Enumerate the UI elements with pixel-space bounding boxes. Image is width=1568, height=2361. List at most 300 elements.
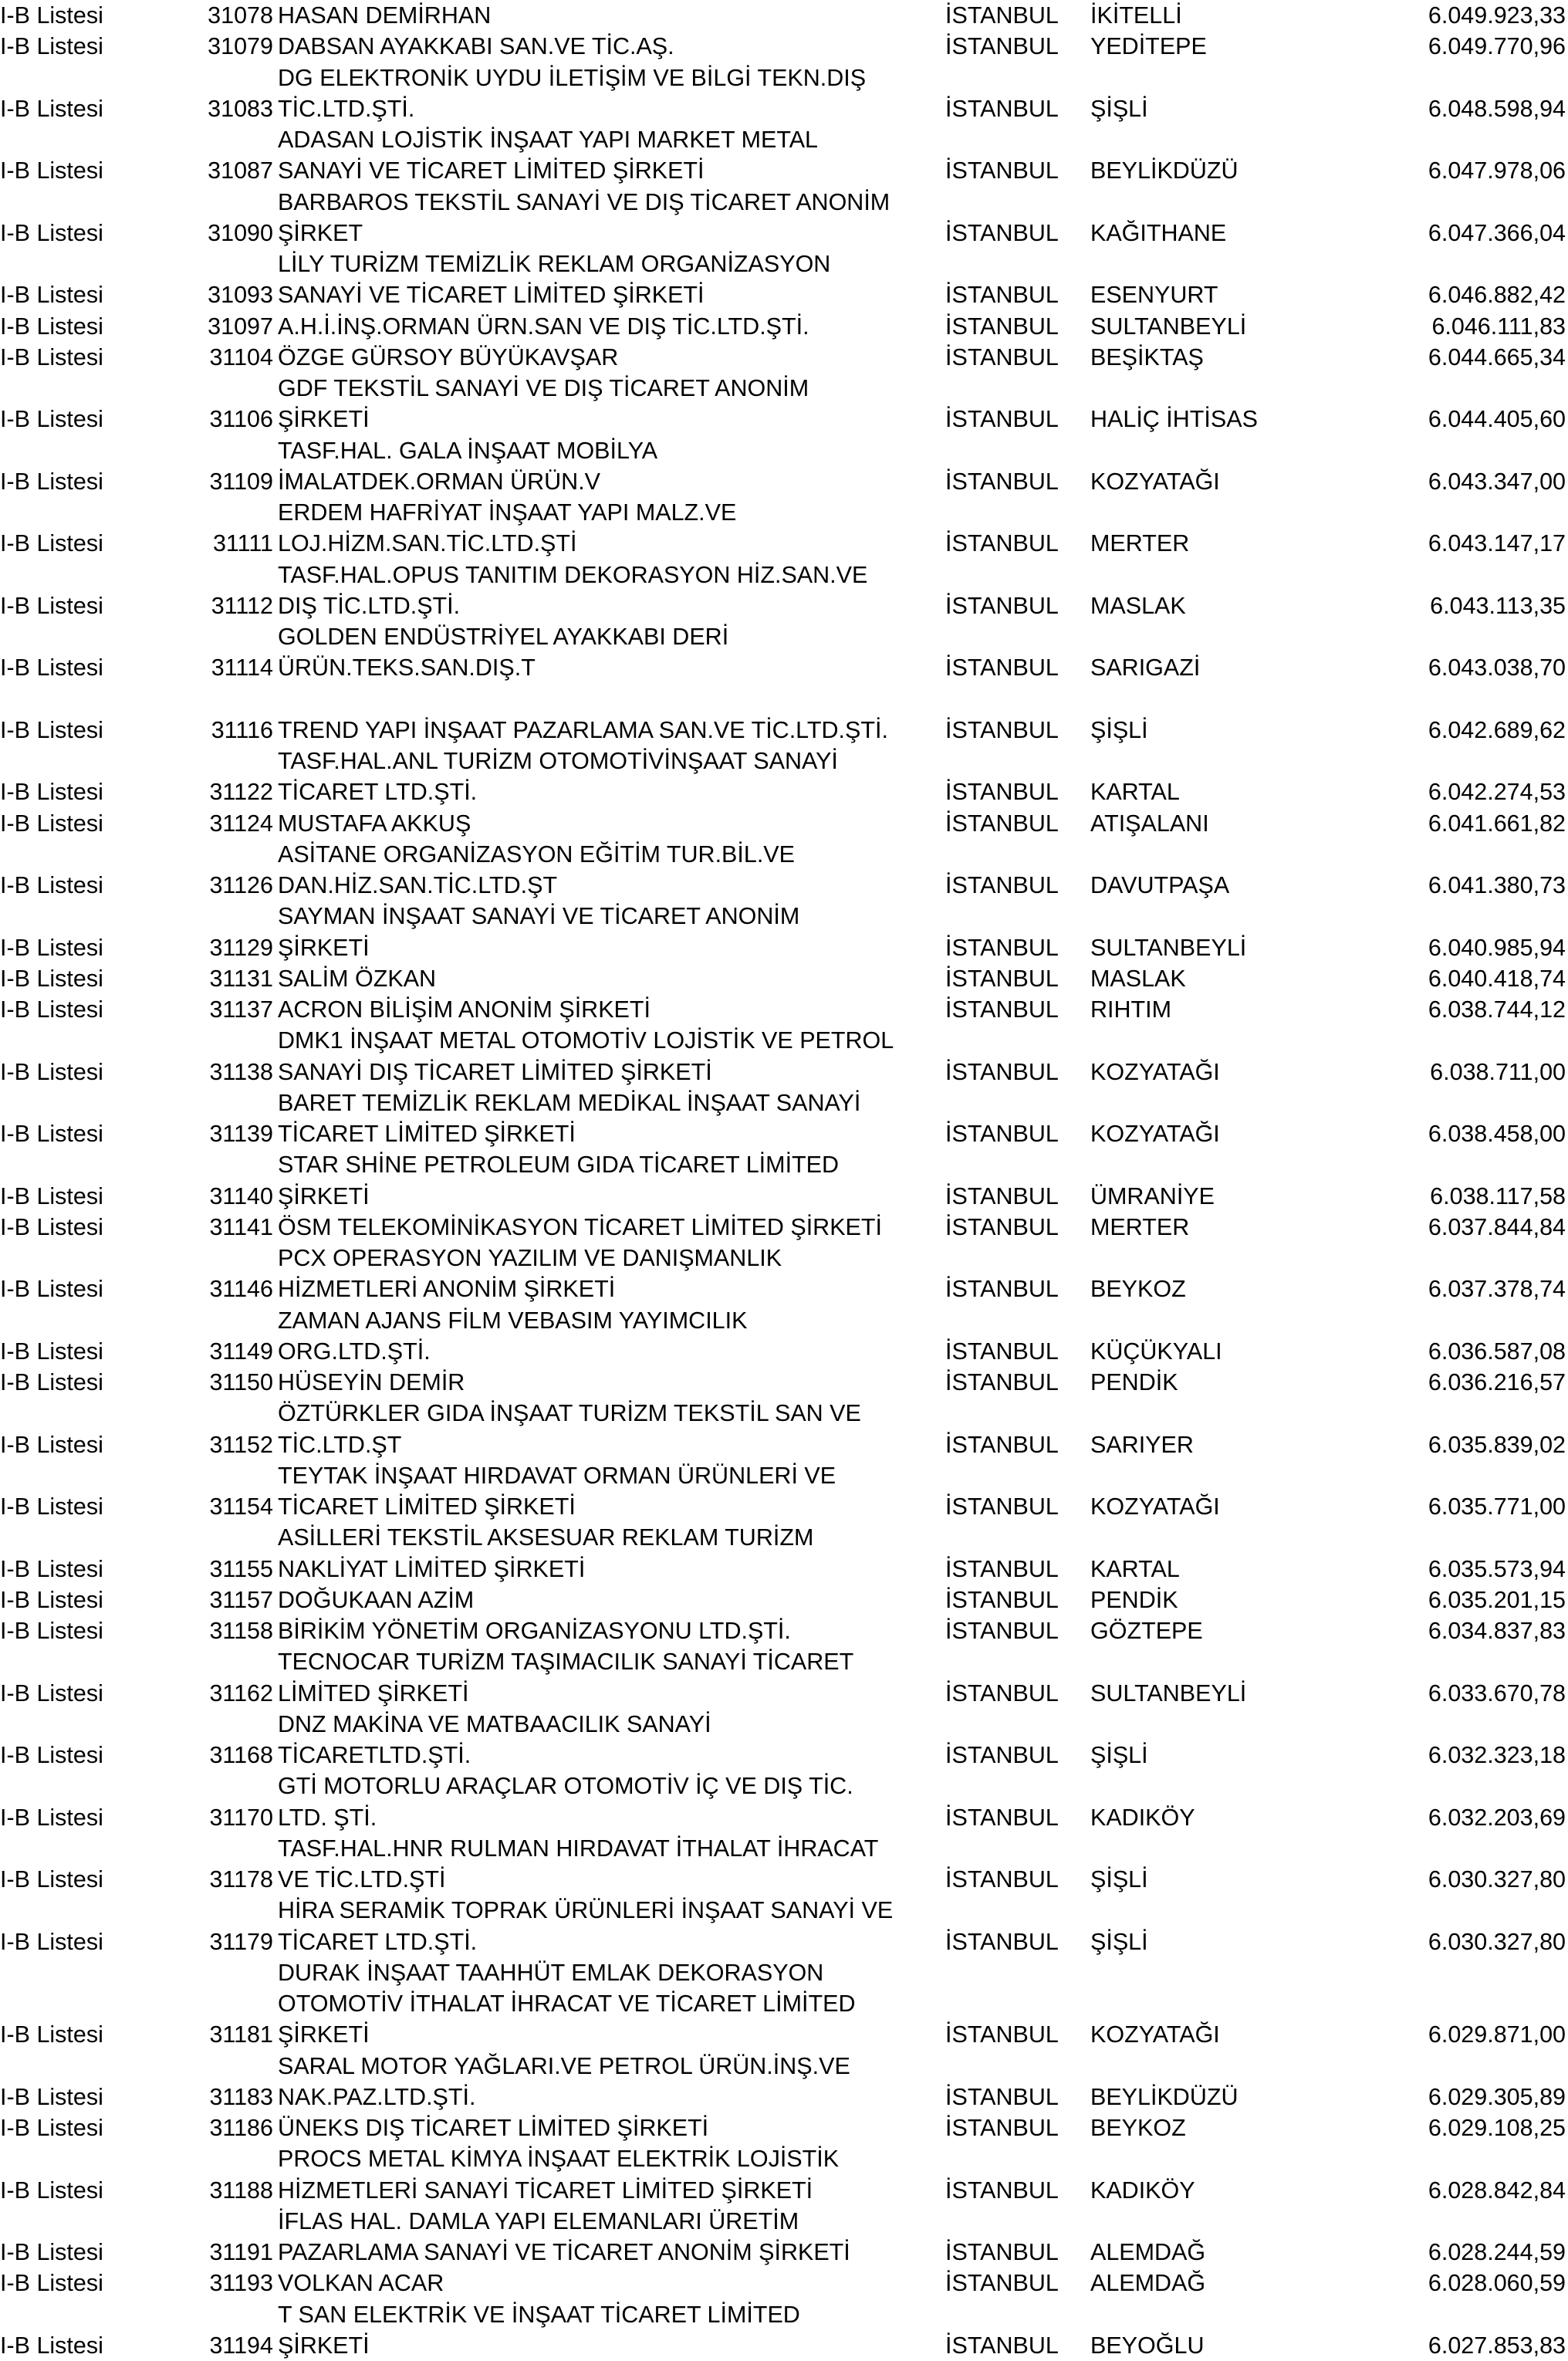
table-row xyxy=(0,2206,1568,2268)
list-name-cell: I-B Listesi xyxy=(0,1615,193,1646)
table-row xyxy=(0,1646,1568,1709)
table-row xyxy=(0,1212,1568,1243)
table-row xyxy=(0,1522,1568,1585)
table-row xyxy=(0,31,1568,62)
company-name-line: SAYMAN İNŞAAT SANAYİ VE TİCARET ANONİM xyxy=(278,901,941,932)
amount-cell: 6.038.117,58 xyxy=(1319,1181,1566,1212)
company-name-line: HÜSEYİN DEMİR xyxy=(278,1367,941,1398)
record-number-cell: 31114 xyxy=(170,652,273,683)
amount-cell: 6.042.689,62 xyxy=(1319,715,1566,746)
company-name-cell xyxy=(278,1398,941,1460)
district-cell: KADIKÖY xyxy=(1090,1802,1399,1833)
city-cell: İSTANBUL xyxy=(945,1118,1084,1149)
district-cell: YEDİTEPE xyxy=(1090,31,1399,62)
district-cell: BEYLİKDÜZÜ xyxy=(1090,2082,1399,2112)
list-name-cell: I-B Listesi xyxy=(0,1118,193,1149)
company-name-line: ÜNEKS DIŞ TİCARET LİMİTED ŞİRKETİ xyxy=(278,2112,941,2143)
list-name-cell: I-B Listesi xyxy=(0,155,193,186)
amount-cell: 6.038.458,00 xyxy=(1319,1118,1566,1149)
company-name-line: TASF.HAL.ANL TURİZM OTOMOTİVİNŞAAT SANAYİ xyxy=(278,746,941,776)
record-number-cell: 31157 xyxy=(170,1585,273,1615)
list-name-cell: I-B Listesi xyxy=(0,93,193,124)
table-row xyxy=(0,994,1568,1025)
table-row xyxy=(0,1709,1568,1771)
city-cell: İSTANBUL xyxy=(945,1274,1084,1304)
amount-cell: 6.038.744,12 xyxy=(1319,994,1566,1025)
record-number-cell: 31083 xyxy=(170,93,273,124)
city-cell: İSTANBUL xyxy=(945,1864,1084,1895)
district-cell: SULTANBEYLİ xyxy=(1090,311,1399,342)
table-row xyxy=(0,1460,1568,1523)
amount-cell: 6.041.661,82 xyxy=(1319,808,1566,839)
amount-cell: 6.035.839,02 xyxy=(1319,1429,1566,1460)
list-name-cell: I-B Listesi xyxy=(0,1429,193,1460)
district-cell: SARIGAZİ xyxy=(1090,652,1399,683)
amount-cell: 6.034.837,83 xyxy=(1319,1615,1566,1646)
company-name-line: HİRA SERAMİK TOPRAK ÜRÜNLERİ İNŞAAT SANAYİ VE xyxy=(278,1895,941,1926)
district-cell: KOZYATAĞI xyxy=(1090,1057,1399,1087)
amount-cell: 6.036.216,57 xyxy=(1319,1367,1566,1398)
company-name-line: ÖSM TELEKOMİNİKASYON TİCARET LİMİTED ŞİRKETİ xyxy=(278,1212,941,1243)
table-row xyxy=(0,1398,1568,1460)
table-row xyxy=(0,1305,1568,1368)
city-cell: İSTANBUL xyxy=(945,0,1084,31)
company-name-line: TİCARET LİMİTED ŞİRKETİ xyxy=(278,1491,941,1522)
table-row xyxy=(0,497,1568,560)
company-name-line: GOLDEN ENDÜSTRİYEL AYAKKABI DERİ xyxy=(278,621,941,652)
record-number-cell: 31141 xyxy=(170,1212,273,1243)
company-name-line: ŞİRKETİ xyxy=(278,932,941,963)
company-name-cell xyxy=(278,1771,941,1833)
company-name-line: ÖZTÜRKLER GIDA İNŞAAT TURİZM TEKSTİL SAN VE xyxy=(278,1398,941,1429)
list-name-cell: I-B Listesi xyxy=(0,715,193,746)
city-cell: İSTANBUL xyxy=(945,932,1084,963)
list-name-cell: I-B Listesi xyxy=(0,1181,193,1212)
list-name-cell: I-B Listesi xyxy=(0,1926,193,1957)
company-name-line: ADASAN LOJİSTİK İNŞAAT YAPI MARKET METAL xyxy=(278,124,941,155)
list-name-cell: I-B Listesi xyxy=(0,1336,193,1367)
table-row xyxy=(0,124,1568,187)
company-name-cell xyxy=(278,2299,941,2361)
amount-cell: 6.049.923,33 xyxy=(1319,0,1566,31)
company-name-cell xyxy=(278,0,941,31)
city-cell: İSTANBUL xyxy=(945,1491,1084,1522)
amount-cell: 6.032.203,69 xyxy=(1319,1802,1566,1833)
table-row xyxy=(0,560,1568,622)
company-name-line: HASAN DEMİRHAN xyxy=(278,0,941,31)
amount-cell: 6.033.670,78 xyxy=(1319,1678,1566,1709)
company-name-line: BARET TEMİZLİK REKLAM MEDİKAL İNŞAAT SANAYİ xyxy=(278,1087,941,1118)
record-number-cell: 31154 xyxy=(170,1491,273,1522)
record-number-cell: 31122 xyxy=(170,776,273,807)
table-row xyxy=(0,342,1568,373)
city-cell: İSTANBUL xyxy=(945,2019,1084,2050)
company-name-cell xyxy=(278,1895,941,1957)
company-name-line: VOLKAN ACAR xyxy=(278,2268,941,2298)
company-name-line: ŞİRKETİ xyxy=(278,2330,941,2361)
district-cell: PENDİK xyxy=(1090,1367,1399,1398)
company-name-cell xyxy=(278,684,941,746)
record-number-cell: 31179 xyxy=(170,1926,273,1957)
company-name-cell xyxy=(278,124,941,187)
amount-cell: 6.042.274,53 xyxy=(1319,776,1566,807)
company-name-line: ÖZGE GÜRSOY BÜYÜKAVŞAR xyxy=(278,342,941,373)
company-name-line: LTD. ŞTİ. xyxy=(278,1802,941,1833)
record-number-cell: 31104 xyxy=(170,342,273,373)
record-number-cell: 31090 xyxy=(170,218,273,249)
list-name-cell: I-B Listesi xyxy=(0,1864,193,1895)
company-name-line: LİMİTED ŞİRKETİ xyxy=(278,1678,941,1709)
company-name-line: DMK1 İNŞAAT METAL OTOMOTİV LOJİSTİK VE PETROL xyxy=(278,1025,941,1056)
record-number-cell: 31109 xyxy=(170,466,273,497)
company-name-line: TİCARET LİMİTED ŞİRKETİ xyxy=(278,1118,941,1149)
district-cell: ESENYURT xyxy=(1090,279,1399,310)
list-name-cell: I-B Listesi xyxy=(0,870,193,901)
company-name-cell xyxy=(278,1522,941,1585)
city-cell: İSTANBUL xyxy=(945,342,1084,373)
list-name-cell: I-B Listesi xyxy=(0,0,193,31)
company-name-line: GDF TEKSTİL SANAYİ VE DIŞ TİCARET ANONİM xyxy=(278,373,941,404)
amount-cell: 6.029.305,89 xyxy=(1319,2082,1566,2112)
district-cell: BEYLİKDÜZÜ xyxy=(1090,155,1399,186)
company-name-line: TASF.HAL.OPUS TANITIM DEKORASYON HİZ.SAN.VE xyxy=(278,560,941,590)
city-cell: İSTANBUL xyxy=(945,218,1084,249)
record-number-cell: 31158 xyxy=(170,1615,273,1646)
record-number-cell: 31137 xyxy=(170,994,273,1025)
district-cell: KOZYATAĞI xyxy=(1090,1491,1399,1522)
company-name-line: HİZMETLERİ ANONİM ŞİRKETİ xyxy=(278,1274,941,1304)
company-name-line: BİRİKİM YÖNETİM ORGANİZASYONU LTD.ŞTİ. xyxy=(278,1615,941,1646)
district-cell: BEYKOZ xyxy=(1090,2112,1399,2143)
district-cell: BEYKOZ xyxy=(1090,1274,1399,1304)
city-cell: İSTANBUL xyxy=(945,963,1084,994)
table-row xyxy=(0,621,1568,684)
city-cell: İSTANBUL xyxy=(945,466,1084,497)
company-name-cell xyxy=(278,1305,941,1368)
company-name-line: ERDEM HAFRİYAT İNŞAAT YAPI MALZ.VE xyxy=(278,497,941,528)
city-cell: İSTANBUL xyxy=(945,1181,1084,1212)
record-number-cell: 31111 xyxy=(170,528,273,559)
company-name-line: ŞİRKETİ xyxy=(278,1181,941,1212)
amount-cell: 6.041.380,73 xyxy=(1319,870,1566,901)
list-name-cell: I-B Listesi xyxy=(0,590,193,621)
district-cell: İKİTELLİ xyxy=(1090,0,1399,31)
district-cell: KARTAL xyxy=(1090,1554,1399,1585)
company-name-line: OTOMOTİV İTHALAT İHRACAT VE TİCARET LİMİTED xyxy=(278,1988,941,2019)
amount-cell: 6.040.985,94 xyxy=(1319,932,1566,963)
list-name-cell: I-B Listesi xyxy=(0,1585,193,1615)
city-cell: İSTANBUL xyxy=(945,404,1084,435)
company-name-cell xyxy=(278,901,941,963)
company-name-line: ASİTANE ORGANİZASYON EĞİTİM TUR.BİL.VE xyxy=(278,839,941,870)
company-name-cell xyxy=(278,1646,941,1709)
company-name-line: ŞİRKETİ xyxy=(278,2019,941,2050)
company-name-cell xyxy=(278,621,941,684)
company-name-line: DABSAN AYAKKABI SAN.VE TİC.AŞ. xyxy=(278,31,941,62)
company-name-line: NAK.PAZ.LTD.ŞTİ. xyxy=(278,2082,941,2112)
list-name-cell: I-B Listesi xyxy=(0,528,193,559)
district-cell: HALİÇ İHTİSAS xyxy=(1090,404,1399,435)
city-cell: İSTANBUL xyxy=(945,715,1084,746)
company-name-line: STAR SHİNE PETROLEUM GIDA TİCARET LİMİTED xyxy=(278,1149,941,1180)
amount-cell: 6.029.108,25 xyxy=(1319,2112,1566,2143)
company-name-line: ŞİRKET xyxy=(278,218,941,249)
company-name-cell xyxy=(278,1087,941,1150)
amount-cell: 6.049.770,96 xyxy=(1319,31,1566,62)
amount-cell: 6.036.587,08 xyxy=(1319,1336,1566,1367)
district-cell: ŞİŞLİ xyxy=(1090,93,1399,124)
company-name-cell xyxy=(278,1367,941,1398)
record-number-cell: 31168 xyxy=(170,1740,273,1771)
amount-cell: 6.048.598,94 xyxy=(1319,93,1566,124)
district-cell: ÜMRANİYE xyxy=(1090,1181,1399,1212)
district-cell: ALEMDAĞ xyxy=(1090,2268,1399,2298)
record-number-cell: 31191 xyxy=(170,2237,273,2268)
table-row xyxy=(0,1771,1568,1833)
district-cell: BEŞİKTAŞ xyxy=(1090,342,1399,373)
amount-cell: 6.037.844,84 xyxy=(1319,1212,1566,1243)
list-name-cell: I-B Listesi xyxy=(0,2112,193,2143)
city-cell: İSTANBUL xyxy=(945,2237,1084,2268)
district-cell: ALEMDAĞ xyxy=(1090,2237,1399,2268)
company-name-cell xyxy=(278,249,941,311)
company-name-line: İFLAS HAL. DAMLA YAPI ELEMANLARI ÜRETİM xyxy=(278,2206,941,2237)
amount-cell: 6.044.665,34 xyxy=(1319,342,1566,373)
amount-cell: 6.046.882,42 xyxy=(1319,279,1566,310)
company-name-line: PAZARLAMA SANAYİ VE TİCARET ANONİM ŞİRKETİ xyxy=(278,2237,941,2268)
company-name-cell xyxy=(278,311,941,342)
table-row xyxy=(0,1585,1568,1615)
company-name-line: TİCARETLTD.ŞTİ. xyxy=(278,1740,941,1771)
list-name-cell: I-B Listesi xyxy=(0,932,193,963)
company-name-line: SANAYİ DIŞ TİCARET LİMİTED ŞİRKETİ xyxy=(278,1057,941,1087)
list-name-cell: I-B Listesi xyxy=(0,963,193,994)
record-number-cell: 31138 xyxy=(170,1057,273,1087)
company-name-cell xyxy=(278,1149,941,1212)
city-cell: İSTANBUL xyxy=(945,1678,1084,1709)
amount-cell: 6.046.111,83 xyxy=(1319,311,1566,342)
table-row xyxy=(0,963,1568,994)
company-name-cell xyxy=(278,1833,941,1896)
table-row xyxy=(0,2051,1568,2113)
table-row xyxy=(0,435,1568,498)
company-name-line: TREND YAPI İNŞAAT PAZARLAMA SAN.VE TİC.LTD.ŞTİ. xyxy=(278,715,941,746)
list-name-cell: I-B Listesi xyxy=(0,404,193,435)
city-cell: İSTANBUL xyxy=(945,2330,1084,2361)
list-name-cell: I-B Listesi xyxy=(0,279,193,310)
district-cell: ATIŞALANI xyxy=(1090,808,1399,839)
company-name-cell xyxy=(278,994,941,1025)
list-name-cell: I-B Listesi xyxy=(0,342,193,373)
company-name-line: TASF.HAL. GALA İNŞAAT MOBİLYA xyxy=(278,435,941,466)
record-number-cell: 31139 xyxy=(170,1118,273,1149)
city-cell: İSTANBUL xyxy=(945,1429,1084,1460)
amount-cell: 6.030.327,80 xyxy=(1319,1926,1566,1957)
record-number-cell: 31186 xyxy=(170,2112,273,2143)
record-number-cell: 31079 xyxy=(170,31,273,62)
company-name-cell xyxy=(278,1615,941,1646)
company-name-line: DAN.HİZ.SAN.TİC.LTD.ŞT xyxy=(278,870,941,901)
record-number-cell: 31181 xyxy=(170,2019,273,2050)
list-name-cell: I-B Listesi xyxy=(0,1491,193,1522)
city-cell: İSTANBUL xyxy=(945,2112,1084,2143)
company-name-cell xyxy=(278,31,941,62)
district-cell: ŞİŞLİ xyxy=(1090,1864,1399,1895)
company-name-line: SANAYİ VE TİCARET LİMİTED ŞİRKETİ xyxy=(278,279,941,310)
amount-cell: 6.035.573,94 xyxy=(1319,1554,1566,1585)
company-name-line: ŞİRKETİ xyxy=(278,404,941,435)
record-number-cell: 31093 xyxy=(170,279,273,310)
list-name-cell: I-B Listesi xyxy=(0,652,193,683)
amount-cell: 6.035.201,15 xyxy=(1319,1585,1566,1615)
company-name-cell xyxy=(278,435,941,498)
city-cell: İSTANBUL xyxy=(945,1585,1084,1615)
list-name-cell: I-B Listesi xyxy=(0,1740,193,1771)
city-cell: İSTANBUL xyxy=(945,1212,1084,1243)
company-name-line: DNZ MAKİNA VE MATBAACILIK SANAYİ xyxy=(278,1709,941,1740)
city-cell: İSTANBUL xyxy=(945,1057,1084,1087)
company-name-cell xyxy=(278,1709,941,1771)
record-number-cell: 31188 xyxy=(170,2175,273,2206)
list-name-cell: I-B Listesi xyxy=(0,31,193,62)
district-cell: KOZYATAĞI xyxy=(1090,2019,1399,2050)
city-cell: İSTANBUL xyxy=(945,155,1084,186)
district-cell: BEYOĞLU xyxy=(1090,2330,1399,2361)
record-number-cell: 31150 xyxy=(170,1367,273,1398)
district-cell: GÖZTEPE xyxy=(1090,1615,1399,1646)
amount-cell: 6.028.244,59 xyxy=(1319,2237,1566,2268)
list-name-cell: I-B Listesi xyxy=(0,2237,193,2268)
table-row xyxy=(0,2143,1568,2206)
city-cell: İSTANBUL xyxy=(945,2268,1084,2298)
company-name-line: TİC.LTD.ŞT xyxy=(278,1429,941,1460)
record-number-cell: 31152 xyxy=(170,1429,273,1460)
list-name-cell: I-B Listesi xyxy=(0,2330,193,2361)
company-name-cell xyxy=(278,373,941,435)
table-row xyxy=(0,187,1568,249)
company-name-line: TİC.LTD.ŞTİ. xyxy=(278,93,941,124)
city-cell: İSTANBUL xyxy=(945,2082,1084,2112)
city-cell: İSTANBUL xyxy=(945,994,1084,1025)
company-name-line: LİLY TURİZM TEMİZLİK REKLAM ORGANİZASYON xyxy=(278,249,941,279)
amount-cell: 6.043.347,00 xyxy=(1319,466,1566,497)
city-cell: İSTANBUL xyxy=(945,652,1084,683)
company-name-line: DURAK İNŞAAT TAAHHÜT EMLAK DEKORASYON xyxy=(278,1957,941,1988)
company-name-cell xyxy=(278,187,941,249)
district-cell: MASLAK xyxy=(1090,963,1399,994)
city-cell: İSTANBUL xyxy=(945,808,1084,839)
table-row xyxy=(0,63,1568,125)
company-name-line: ÜRÜN.TEKS.SAN.DIŞ.T xyxy=(278,652,941,683)
city-cell: İSTANBUL xyxy=(945,776,1084,807)
company-name-cell xyxy=(278,560,941,622)
amount-cell: 6.043.038,70 xyxy=(1319,652,1566,683)
company-name-cell xyxy=(278,1585,941,1615)
company-name-cell xyxy=(278,839,941,901)
district-cell: PENDİK xyxy=(1090,1585,1399,1615)
company-name-cell xyxy=(278,1212,941,1243)
company-name-cell xyxy=(278,1243,941,1305)
list-name-cell: I-B Listesi xyxy=(0,776,193,807)
company-name-line: TİCARET LTD.ŞTİ. xyxy=(278,1926,941,1957)
amount-cell: 6.032.323,18 xyxy=(1319,1740,1566,1771)
record-number-cell: 31149 xyxy=(170,1336,273,1367)
record-number-cell: 31097 xyxy=(170,311,273,342)
company-name-line: PCX OPERASYON YAZILIM VE DANIŞMANLIK xyxy=(278,1243,941,1274)
amount-cell: 6.037.378,74 xyxy=(1319,1274,1566,1304)
amount-cell: 6.044.405,60 xyxy=(1319,404,1566,435)
company-name-cell xyxy=(278,2268,941,2298)
district-cell: KAĞITHANE xyxy=(1090,218,1399,249)
company-name-cell xyxy=(278,2112,941,2143)
table-row xyxy=(0,901,1568,963)
amount-cell: 6.027.853,83 xyxy=(1319,2330,1566,2361)
list-name-cell: I-B Listesi xyxy=(0,1274,193,1304)
company-name-line: TEYTAK İNŞAAT HIRDAVAT ORMAN ÜRÜNLERİ VE xyxy=(278,1460,941,1491)
company-name-line: T SAN ELEKTRİK VE İNŞAAT TİCARET LİMİTED xyxy=(278,2299,941,2330)
list-name-cell: I-B Listesi xyxy=(0,2175,193,2206)
city-cell: İSTANBUL xyxy=(945,1802,1084,1833)
district-cell: KÜÇÜKYALI xyxy=(1090,1336,1399,1367)
city-cell: İSTANBUL xyxy=(945,1336,1084,1367)
amount-cell: 6.035.771,00 xyxy=(1319,1491,1566,1522)
company-name-line: ACRON BİLİŞİM ANONİM ŞİRKETİ xyxy=(278,994,941,1025)
company-name-line: DOĞUKAAN AZİM xyxy=(278,1585,941,1615)
amount-cell: 6.043.147,17 xyxy=(1319,528,1566,559)
company-name-line: SANAYİ VE TİCARET LİMİTED ŞİRKETİ xyxy=(278,155,941,186)
list-name-cell: I-B Listesi xyxy=(0,218,193,249)
record-number-cell: 31162 xyxy=(170,1678,273,1709)
company-name-line: NAKLİYAT LİMİTED ŞİRKETİ xyxy=(278,1554,941,1585)
list-name-cell: I-B Listesi xyxy=(0,466,193,497)
company-name-cell xyxy=(278,497,941,560)
city-cell: İSTANBUL xyxy=(945,1615,1084,1646)
record-number-cell: 31146 xyxy=(170,1274,273,1304)
district-cell: KOZYATAĞI xyxy=(1090,466,1399,497)
district-cell: MERTER xyxy=(1090,1212,1399,1243)
company-name-line: VE TİC.LTD.ŞTİ xyxy=(278,1864,941,1895)
list-name-cell: I-B Listesi xyxy=(0,311,193,342)
list-name-cell: I-B Listesi xyxy=(0,808,193,839)
table-row xyxy=(0,839,1568,901)
company-name-line: SALİM ÖZKAN xyxy=(278,963,941,994)
record-number-cell: 31178 xyxy=(170,1864,273,1895)
city-cell: İSTANBUL xyxy=(945,279,1084,310)
amount-cell: 6.047.978,06 xyxy=(1319,155,1566,186)
amount-cell: 6.038.711,00 xyxy=(1319,1057,1566,1087)
record-number-cell: 31129 xyxy=(170,932,273,963)
company-name-line: LOJ.HİZM.SAN.TİC.LTD.ŞTİ xyxy=(278,528,941,559)
table-row xyxy=(0,684,1568,746)
table-row xyxy=(0,1957,1568,2051)
company-name-line: SARAL MOTOR YAĞLARI.VE PETROL ÜRÜN.İNŞ.VE xyxy=(278,2051,941,2082)
table-row xyxy=(0,249,1568,311)
company-name-line: ASİLLERİ TEKSTİL AKSESUAR REKLAM TURİZM xyxy=(278,1522,941,1553)
table-row xyxy=(0,2112,1568,2143)
company-name-cell xyxy=(278,808,941,839)
table-row xyxy=(0,808,1568,839)
record-number-cell: 31155 xyxy=(170,1554,273,1585)
table-row xyxy=(0,373,1568,435)
city-cell: İSTANBUL xyxy=(945,93,1084,124)
record-number-cell: 31087 xyxy=(170,155,273,186)
table-row xyxy=(0,1367,1568,1398)
city-cell: İSTANBUL xyxy=(945,1367,1084,1398)
company-name-cell xyxy=(278,342,941,373)
company-name-cell xyxy=(278,63,941,125)
amount-cell: 6.040.418,74 xyxy=(1319,963,1566,994)
table-row xyxy=(0,746,1568,808)
